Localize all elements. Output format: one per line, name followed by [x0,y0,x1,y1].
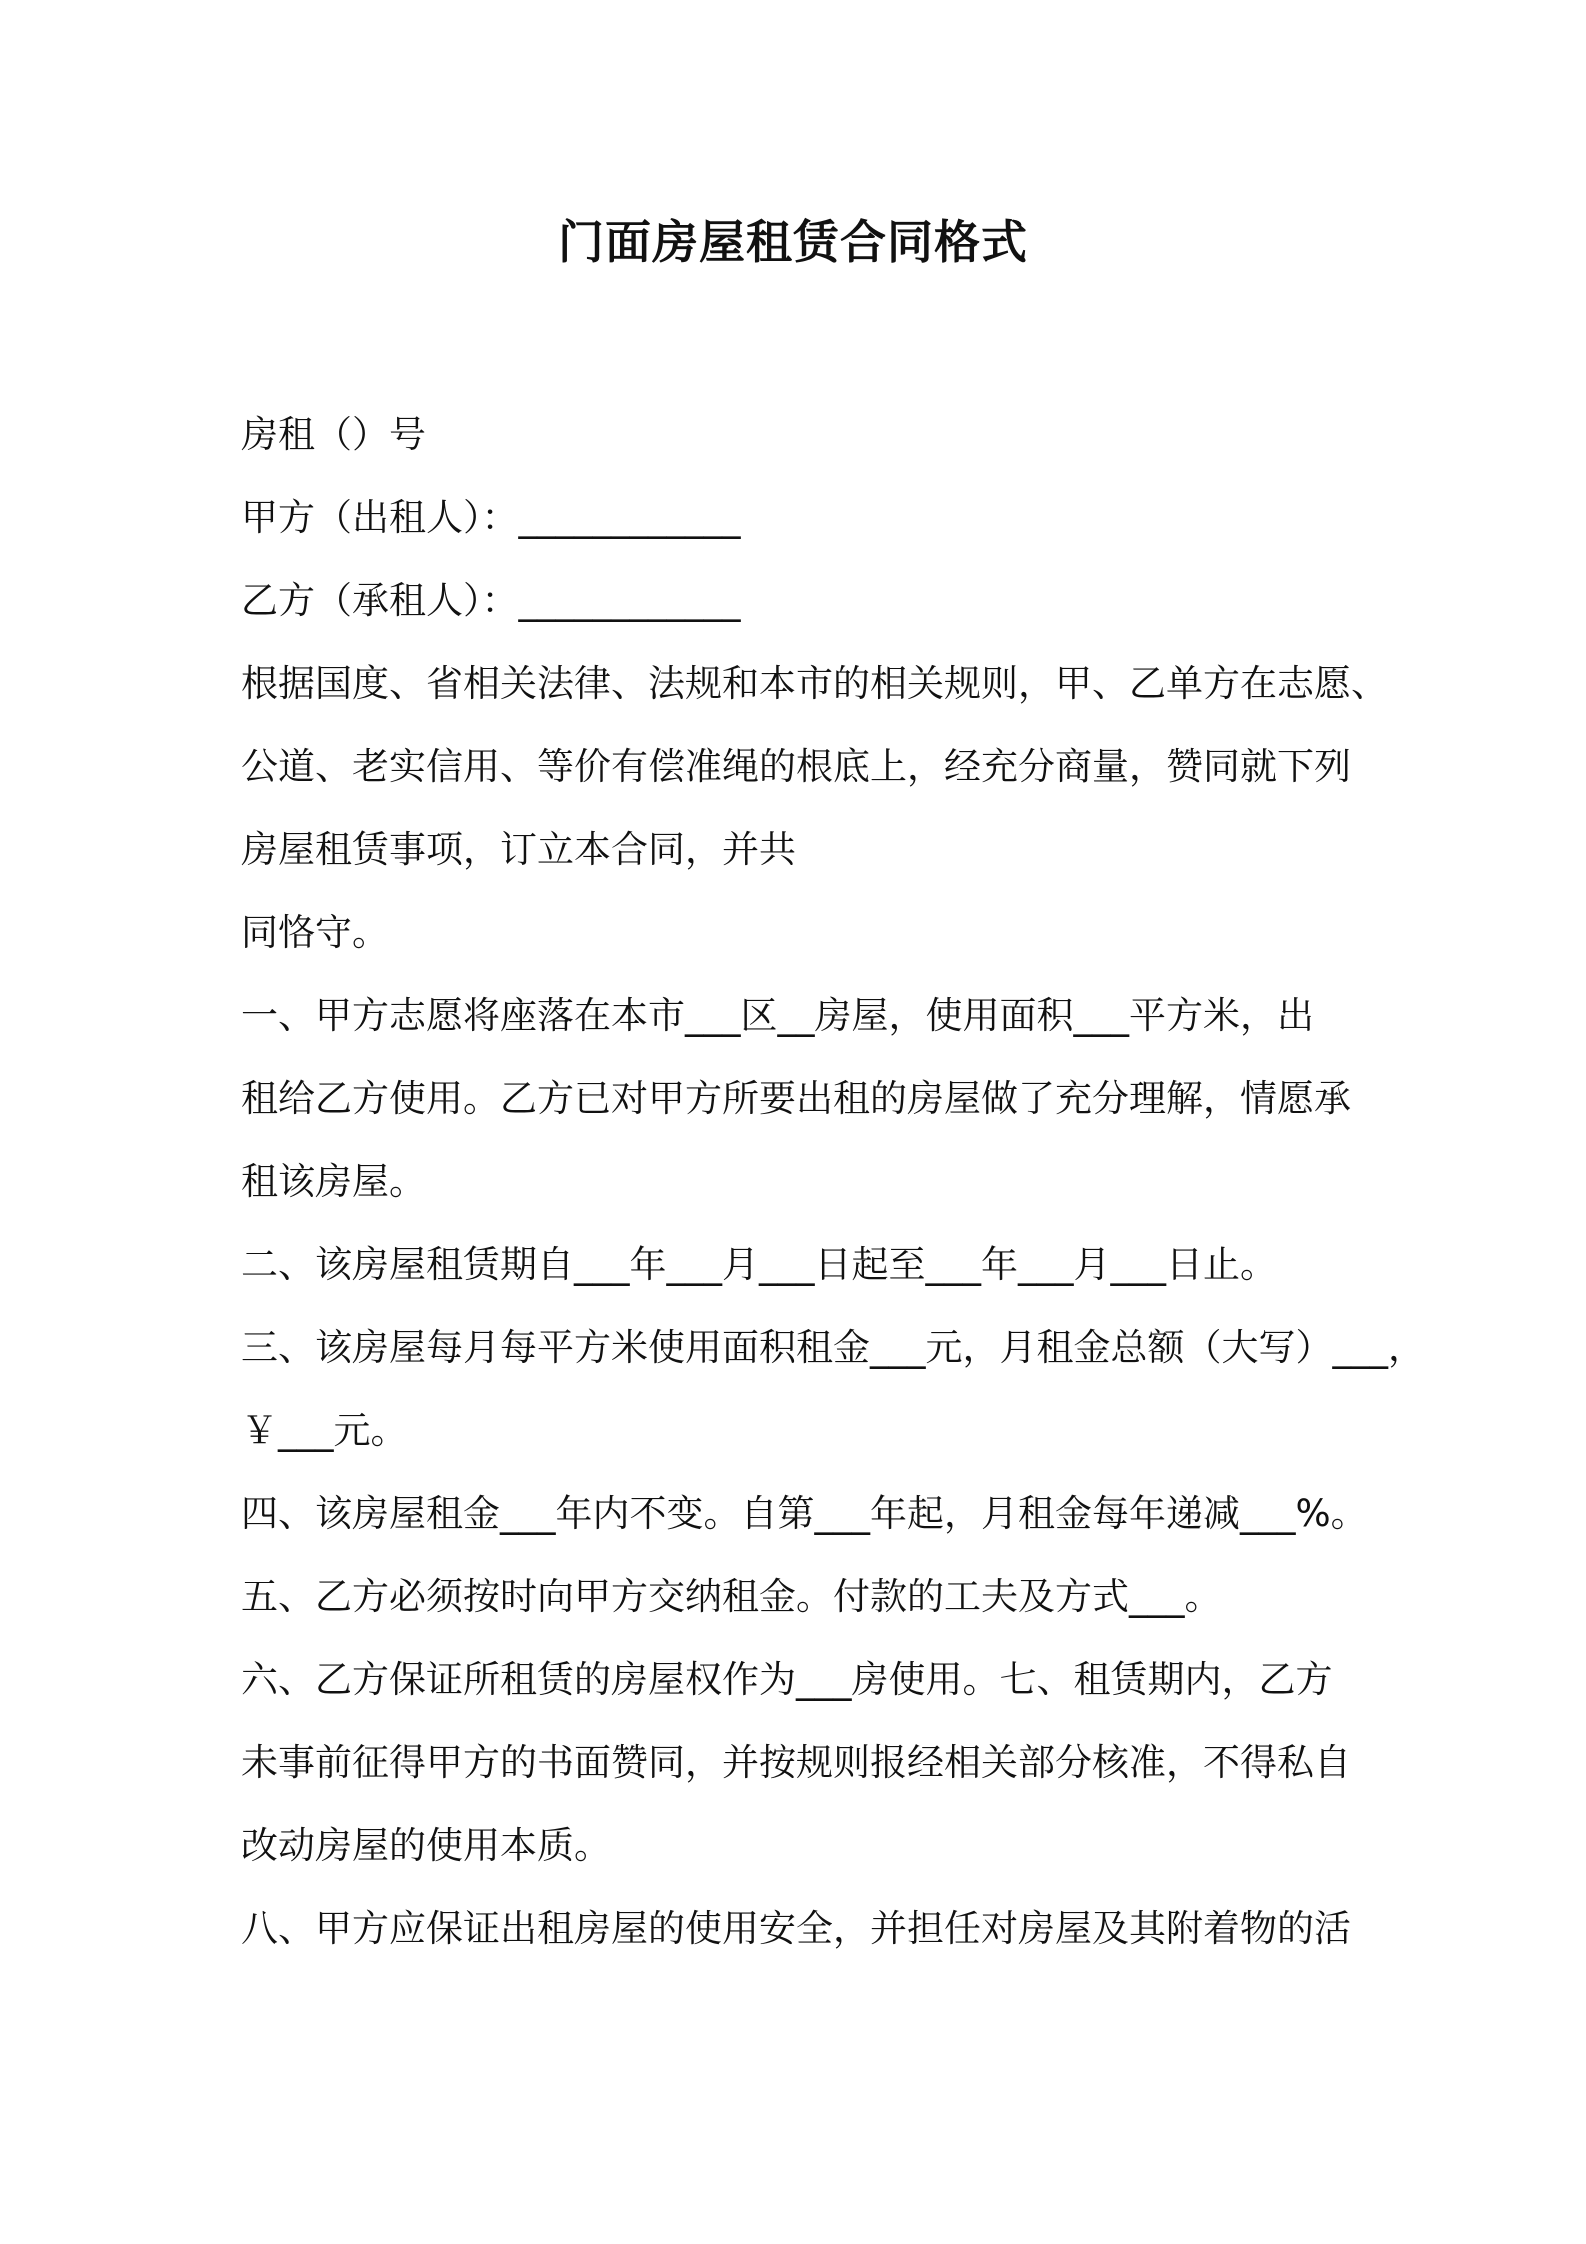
clause-3-line: 三、该房屋每月每平方米使用面积租金___元，月租金总额（大写）___， [241,1326,1425,1369]
clause-7-line: 未事前征得甲方的书面赞同，并按规则报经相关部分核准，不得私自 [241,1741,1351,1784]
clause-3-line: ￥___元。 [241,1409,408,1452]
preamble-line: 公道、老实信用、等价有偿准绳的根底上，经充分商量，赞同就下列 [241,745,1351,788]
clause-7-line: 改动房屋的使用本质。 [241,1824,611,1867]
party-a-line: 甲方（出租人）：____________ [241,496,741,539]
clause-5-line: 五、乙方必须按时向甲方交纳租金。付款的工夫及方式___。 [241,1575,1222,1618]
clause-1-line: 租给乙方使用。乙方已对甲方所要出租的房屋做了充分理解，情愿承 [241,1077,1351,1120]
clause-1-line: 租该房屋。 [241,1160,426,1203]
preamble-line: 根据国度、省相关法律、法规和本市的相关规则，甲、乙单方在志愿、 [241,662,1388,705]
clause-2-line: 二、该房屋租赁期自___年___月___日起至___年___月___日止。 [241,1243,1277,1286]
clause-8-line: 八、甲方应保证出租房屋的使用安全，并担任对房屋及其附着物的活 [241,1907,1351,1950]
clause-4-line: 四、该房屋租金___年内不变。自第___年起，月租金每年递减___%。 [241,1492,1368,1535]
clause-6-7-line: 六、乙方保证所租赁的房屋权作为___房使用。七、租赁期内，乙方 [241,1658,1333,1701]
clause-1-line: 一、甲方志愿将座落在本市___区__房屋，使用面积___平方米，出 [241,994,1314,1037]
preamble-line: 房屋租赁事项，订立本合同，并共 [241,828,796,871]
preamble-line: 同恪守。 [241,911,389,954]
contract-number-line: 房租（）号 [241,413,426,456]
party-b-line: 乙方（承租人）：____________ [241,579,741,622]
document-body [241,410,1425,1987]
document-title: 门面房屋租赁合同格式 [558,215,1028,269]
